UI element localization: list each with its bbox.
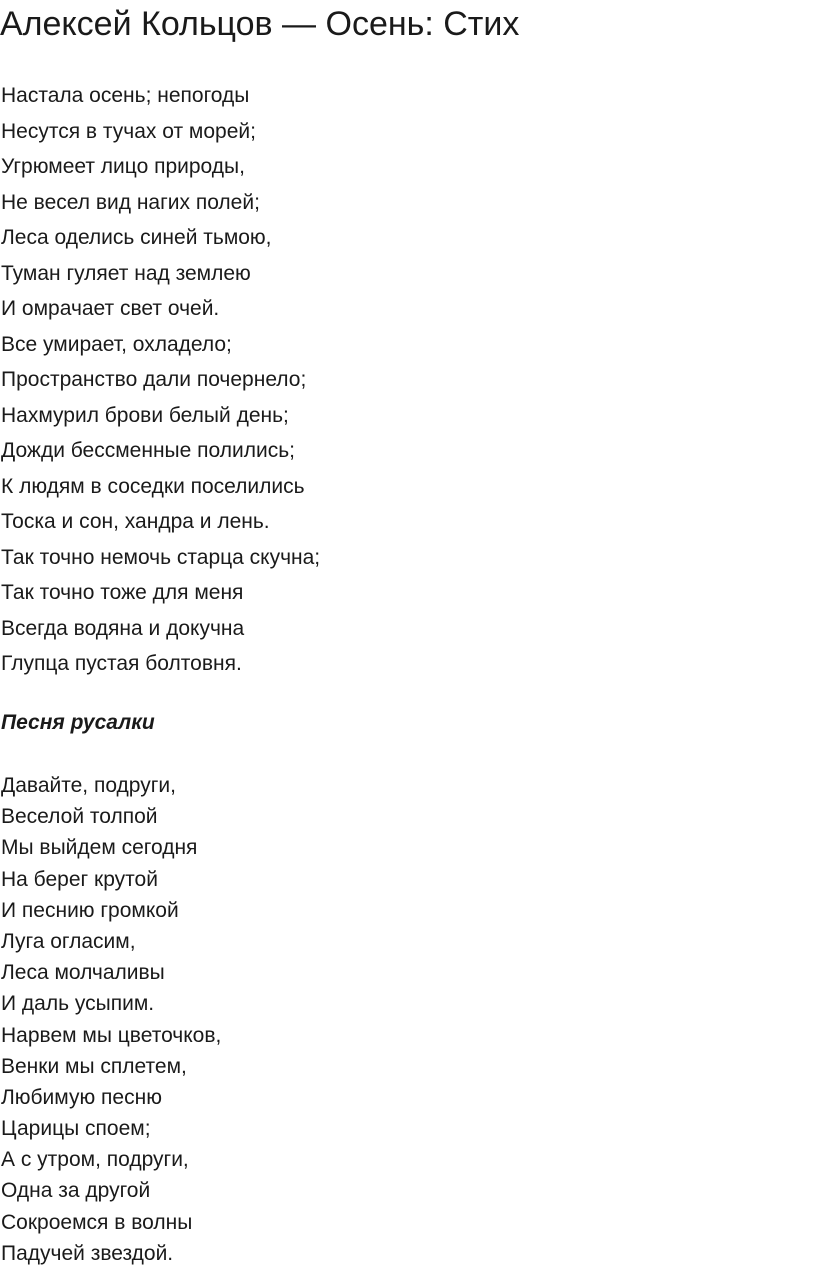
poem-line: Леса молчаливы [1, 961, 165, 985]
poem-line: Настала осень; непогоды [1, 84, 250, 107]
poem-line: Так точно немочь старца скучна; [1, 545, 321, 569]
poem-line: Луга огласим, [1, 929, 136, 953]
poem-line: Нарвем мы цветочков, [1, 1023, 222, 1047]
poem-line: И омрачает свет очей. [1, 297, 220, 320]
page-title: Алексей Кольцов — Осень: Стих [0, 5, 520, 43]
poem-line: Туман гуляет над землею [1, 261, 251, 285]
poem-line: Всегда водяна и докучна [1, 616, 245, 640]
poem-line: Угрюмеет лицо природы, [1, 155, 245, 178]
poem-line: И песнию громкой [1, 898, 179, 922]
poem-line: Давайте, подруги, [1, 774, 176, 797]
poem-line: Не весел вид нагих полей; [1, 190, 260, 214]
poem-line: Так точно тоже для меня [1, 581, 244, 604]
poem-line: Веселой толпой [1, 805, 158, 829]
poem-line: Пространство дали почернело; [1, 368, 307, 391]
poem-line: Дожди бессменные полились; [1, 439, 295, 462]
poem-line: А с утром, подруги, [1, 1148, 189, 1172]
poem-line: Венки мы сплетем, [1, 1054, 187, 1078]
poem-line: Нахмурил брови белый день; [1, 403, 289, 427]
poem-line: Падучей звездой. [1, 1241, 174, 1265]
poem-line: Леса оделись синей тьмою, [1, 226, 272, 249]
poem-line: На берег крутой [1, 867, 158, 891]
poem-line: Одна за другой [1, 1179, 151, 1203]
poem-line: Все умирает, охладело; [1, 332, 232, 356]
poem-line: Тоска и сон, хандра и лень. [1, 510, 270, 533]
poem-line: Глупца пустая болтовня. [1, 652, 242, 675]
poem-mermaid [1, 770, 221, 1269]
poem-line: И даль усыпим. [1, 992, 155, 1016]
poem-line: Несутся в тучах от морей; [1, 119, 256, 143]
poem-line: Царицы споем; [1, 1117, 151, 1141]
poem-line: Любимую песню [1, 1085, 162, 1109]
poem-line: Мы выйдем сегодня [1, 836, 198, 860]
poem-autumn [1, 78, 320, 682]
poem-line: К людям в соседки поселились [1, 474, 305, 498]
poem-mermaid-heading: Песня русалки [1, 711, 155, 734]
poem-line: Сокроемся в волны [1, 1210, 193, 1234]
